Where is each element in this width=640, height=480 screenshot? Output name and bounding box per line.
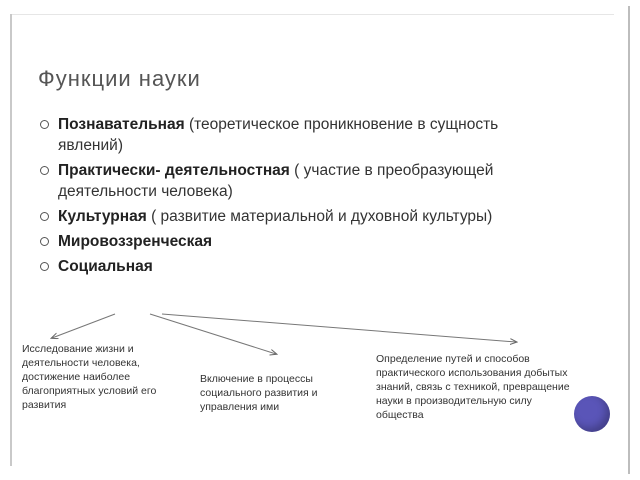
arrow-to-note-1	[52, 314, 115, 338]
bullet-bold: Социальная	[58, 258, 153, 275]
note-practical-application: Определение путей и способов практического использования добытых знаний, связь с техникой, превращение науки в производительную силу общества	[376, 353, 570, 421]
bullet-rest: (теоретическое проникновение в сущность явлений)	[58, 116, 499, 154]
bullet-bold: Культурная	[58, 208, 147, 225]
bullet-bold: Познавательная	[58, 116, 185, 133]
slide-title: Функции науки	[38, 66, 201, 91]
bullet-rest: ( развитие материальной и духовной культуры)	[146, 208, 493, 225]
note-human-research: Исследование жизни и деятельности человека, достижение наиболее благоприятных условий его развития	[22, 343, 157, 411]
bullet-rest: ( участие в преобразующей деятельности человека)	[58, 162, 494, 200]
note-social-processes: Включение в процессы социального развития и управления ими	[200, 373, 318, 413]
decorative-circle	[574, 396, 610, 432]
bullet-bold: Практически- деятельностная	[58, 162, 290, 179]
bullet-bold: Мировоззренческая	[58, 233, 213, 250]
arrow-to-note-3	[162, 314, 516, 342]
